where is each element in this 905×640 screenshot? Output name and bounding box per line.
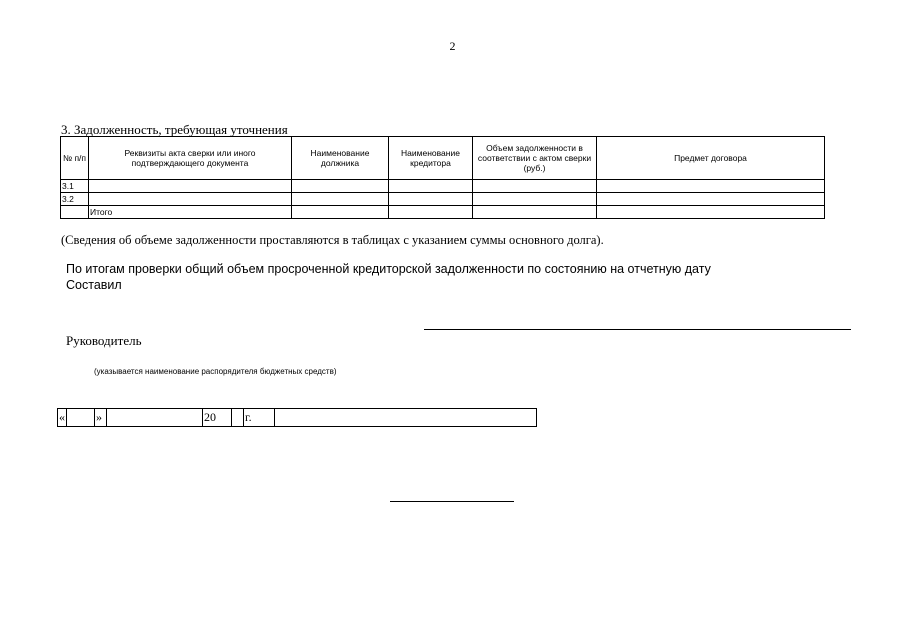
page-number: 2 <box>449 39 456 53</box>
table-cell <box>473 206 597 219</box>
date-year-suffix: г. <box>244 409 275 427</box>
summary-text: По итогам проверки общий объем просроченной кредиторской задолженности по состоянию на отчетную дату <box>66 262 711 276</box>
date-month-field <box>107 409 203 427</box>
date-day-field <box>67 409 95 427</box>
header-document: Реквизиты акта сверки или иного подтверждающего документа <box>89 137 292 180</box>
section-title: 3. Задолженность, требующая уточнения <box>61 122 288 137</box>
header-debtor: Наименование должника <box>292 137 389 180</box>
header-contract-subject: Предмет договора <box>597 137 825 180</box>
table-total-row <box>61 206 825 219</box>
table-cell <box>597 206 825 219</box>
table-cell <box>389 206 473 219</box>
table-cell <box>292 193 389 206</box>
header-number: № п/п <box>61 137 89 180</box>
table-row <box>61 180 825 193</box>
table-cell-total-label: Итого <box>89 206 292 219</box>
table-cell: 3.1 <box>61 180 89 193</box>
table-cell <box>473 180 597 193</box>
table-cell <box>292 206 389 219</box>
debt-table <box>60 136 825 219</box>
table-cell <box>597 180 825 193</box>
table-note: (Сведения об объеме задолженности проставляются в таблицах с указанием суммы основного долга). <box>61 233 604 247</box>
date-extra-field <box>275 409 537 427</box>
distributor-hint: (указывается наименование распорядителя бюджетных средств) <box>94 367 337 376</box>
table-row <box>61 193 825 206</box>
table-cell <box>292 180 389 193</box>
table-cell <box>597 193 825 206</box>
table-cell <box>389 180 473 193</box>
table-cell <box>61 206 89 219</box>
table-cell <box>473 193 597 206</box>
date-open-quote: « <box>58 409 67 427</box>
date-year-field <box>232 409 244 427</box>
table-header-row <box>61 137 825 180</box>
bottom-signature-line <box>390 501 514 502</box>
table-cell <box>89 193 292 206</box>
date-row <box>57 408 537 427</box>
table-cell <box>389 193 473 206</box>
head-label: Руководитель <box>66 333 142 348</box>
table-cell: 3.2 <box>61 193 89 206</box>
compiled-by-label: Составил <box>66 278 122 292</box>
header-creditor: Наименование кредитора <box>389 137 473 180</box>
date-year-prefix: 20 <box>203 409 232 427</box>
header-amount: Объем задолженности в соответствии с актом сверки (руб.) <box>473 137 597 180</box>
date-close-quote: » <box>95 409 107 427</box>
table-cell <box>89 180 292 193</box>
signature-line <box>424 329 851 330</box>
